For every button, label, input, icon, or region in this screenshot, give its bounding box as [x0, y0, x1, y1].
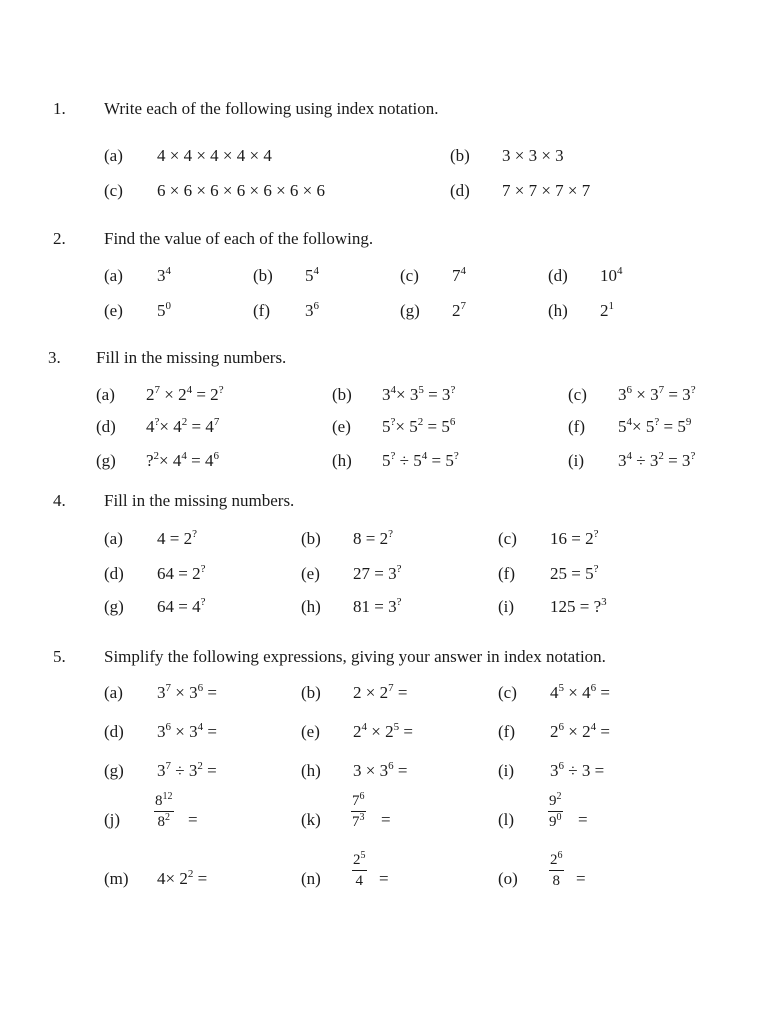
q3-item-b-expr	[382, 386, 455, 403]
term: =	[202, 761, 217, 780]
q5-item-b-label: (b)	[301, 683, 321, 702]
q4-item-i-label: (i)	[498, 597, 515, 616]
q2-item-c-expr	[452, 267, 466, 284]
exponent: 7	[213, 416, 220, 428]
q2-item-h-expr	[600, 302, 614, 319]
denominator	[351, 812, 366, 830]
q1-item-b-label: (b)	[450, 146, 470, 165]
denominator	[548, 812, 563, 830]
term: = 4	[186, 451, 214, 470]
base: 2	[353, 852, 361, 868]
exponent: 6	[626, 384, 632, 396]
exponent: ?	[450, 384, 456, 396]
term: = 3	[664, 385, 691, 404]
exponent: 4	[626, 450, 632, 462]
q4-item-a-label: (a)	[104, 529, 123, 548]
q5-item-e-expr	[353, 723, 413, 740]
exponent: 6	[558, 760, 564, 772]
exponent: 6	[557, 850, 563, 861]
term: × 3	[632, 385, 659, 404]
term: = 4	[187, 417, 214, 436]
q5-item-k-label: (k)	[301, 810, 321, 829]
q5-item-a-label: (a)	[104, 683, 123, 702]
term: 3	[618, 451, 627, 470]
exponent: ?	[388, 528, 393, 540]
base: 9	[549, 793, 557, 809]
exponent: 6	[558, 721, 564, 733]
exponent: ?	[654, 416, 660, 428]
term: 3 × 3	[353, 761, 389, 780]
q2-item-d-label: (d)	[548, 266, 568, 285]
exponent: ?	[390, 416, 396, 428]
q1-item-a-expr: 4 × 4 × 4 × 4 × 4	[157, 146, 272, 165]
exponent: ?	[200, 563, 206, 575]
exponent: 7	[154, 384, 160, 396]
q3-item-c-label: (c)	[568, 385, 587, 404]
exponent: ?	[396, 596, 402, 608]
base: 7	[352, 793, 360, 809]
q4-item-h-expr	[353, 598, 401, 615]
term: =	[393, 761, 408, 780]
exponent: ?	[690, 450, 696, 462]
q2-item-f-expr	[305, 302, 319, 319]
q3-item-a-label: (a)	[96, 385, 115, 404]
q5-item-f-label: (f)	[498, 722, 515, 741]
base: 9	[549, 814, 557, 830]
q4-item-g-label: (g)	[104, 597, 124, 616]
base: 8	[155, 793, 163, 809]
exponent: ?	[390, 450, 396, 462]
term: × 3	[171, 722, 198, 741]
q2-item-f-label: (f)	[253, 301, 270, 320]
term: 5	[382, 417, 391, 436]
exponent: 5	[393, 721, 400, 733]
exponent: 4	[186, 384, 193, 396]
q5-item-o-fraction	[549, 850, 564, 889]
exponent: 4	[165, 265, 171, 277]
exponent: ?	[396, 563, 402, 575]
term: 3	[618, 385, 627, 404]
q3-item-g-label: (g)	[96, 451, 116, 470]
q4-item-a-expr	[157, 530, 197, 547]
q5-item-g-label: (g)	[104, 761, 124, 780]
question-4-instruction: Fill in the missing numbers.	[104, 491, 295, 510]
term: ?	[146, 451, 154, 470]
term: =	[399, 722, 413, 741]
exponent: 4	[617, 265, 623, 277]
exponent: 0	[165, 300, 171, 312]
exponent: 6	[313, 300, 319, 312]
term: =	[203, 722, 217, 741]
denominator	[549, 871, 564, 889]
q5-item-j-equals: =	[188, 810, 198, 829]
q4-item-e-label: (e)	[301, 564, 320, 583]
exponent: 4	[460, 265, 466, 277]
exponent: 7	[388, 682, 394, 694]
q5-item-h-label: (h)	[301, 761, 321, 780]
q4-item-c-label: (c)	[498, 529, 517, 548]
q4-item-f-expr	[550, 565, 598, 582]
term: 4	[146, 417, 155, 436]
q5-item-j-fraction	[154, 791, 174, 830]
numerator	[154, 791, 174, 812]
term: =	[393, 683, 408, 702]
exponent: 7	[658, 384, 665, 396]
q5-item-k-equals: =	[381, 810, 391, 829]
q4-item-e-expr	[353, 565, 401, 582]
exponent: 3	[601, 596, 607, 608]
q3-item-c-expr	[618, 386, 696, 403]
term: 16 = 2	[550, 529, 594, 548]
q5-item-h-expr	[353, 762, 407, 779]
exponent: 4	[421, 450, 428, 462]
exponent: ?	[200, 596, 206, 608]
exponent: 1	[608, 300, 614, 312]
term: = 2	[192, 385, 219, 404]
q2-item-b-label: (b)	[253, 266, 273, 285]
term: 64 = 4	[157, 597, 201, 616]
q3-item-e-expr	[382, 418, 455, 435]
base: 3	[157, 266, 166, 285]
q4-item-b-expr	[353, 530, 393, 547]
q5-item-f-expr	[550, 723, 610, 740]
q1-item-d-label: (d)	[450, 181, 470, 200]
question-3-number: 3.	[48, 348, 61, 367]
q5-item-d-label: (d)	[104, 722, 124, 741]
exponent: 4	[197, 721, 204, 733]
exponent: 2	[417, 416, 424, 428]
exponent: 4	[590, 721, 597, 733]
exponent: 4	[626, 416, 632, 428]
exponent: ?	[154, 416, 160, 428]
q3-item-f-expr	[618, 418, 691, 435]
exponent: ?	[593, 563, 599, 575]
q5-item-i-expr	[550, 762, 604, 779]
term: × 3	[396, 385, 419, 404]
term: × 5	[632, 417, 655, 436]
exponent: 4	[313, 265, 319, 277]
numerator	[548, 791, 563, 812]
q2-item-e-label: (e)	[104, 301, 123, 320]
base: 2	[600, 301, 609, 320]
exponent: ?	[192, 528, 197, 540]
q3-item-h-label: (h)	[332, 451, 352, 470]
exponent: 2	[153, 450, 160, 462]
q1-item-b-expr: 3 × 3 × 3	[502, 146, 564, 165]
term: 3	[550, 761, 559, 780]
term: × 4	[159, 451, 182, 470]
term: 3	[157, 761, 166, 780]
exponent: 2	[187, 868, 194, 880]
q4-item-f-label: (f)	[498, 564, 515, 583]
term: 5	[618, 417, 627, 436]
q1-item-c-label: (c)	[104, 181, 123, 200]
exponent: 7	[165, 760, 171, 772]
exponent: ?	[218, 384, 224, 396]
q2-item-b-expr	[305, 267, 319, 284]
q2-item-a-label: (a)	[104, 266, 123, 285]
exponent: 5	[360, 850, 366, 861]
term: × 2	[160, 385, 187, 404]
term: 2	[146, 385, 155, 404]
q4-item-g-expr	[157, 598, 205, 615]
denominator	[352, 871, 367, 889]
q4-item-i-expr	[550, 598, 607, 615]
term: × 4	[564, 683, 591, 702]
q5-item-o-equals: =	[576, 869, 586, 888]
term: 125 = ?	[550, 597, 602, 616]
base: 8	[157, 814, 165, 830]
term: ÷ 3	[171, 761, 198, 780]
q5-item-d-expr	[157, 723, 217, 740]
q5-item-c-label: (c)	[498, 683, 517, 702]
q3-item-h-expr	[382, 452, 459, 469]
exponent: 6	[197, 682, 204, 694]
term: 8 = 2	[353, 529, 389, 548]
term: 2 × 2	[353, 683, 389, 702]
base: 2	[452, 301, 461, 320]
term: 64 = 2	[157, 564, 201, 583]
q5-item-g-expr	[157, 762, 217, 779]
question-1-instruction: Write each of the following using index notation.	[104, 99, 439, 118]
numerator	[351, 791, 366, 812]
term: =	[596, 722, 610, 741]
term: 3	[157, 683, 166, 702]
q5-item-l-fraction	[548, 791, 563, 830]
q5-item-n-label: (n)	[301, 869, 321, 888]
exponent: 4	[390, 384, 396, 396]
term: = 5	[427, 451, 454, 470]
term: 4× 2	[157, 869, 188, 888]
term: ÷ 3	[632, 451, 659, 470]
q5-item-l-label: (l)	[498, 810, 515, 829]
base: 7	[452, 266, 461, 285]
term: 27 = 3	[353, 564, 397, 583]
q2-item-d-expr	[600, 267, 623, 284]
q3-item-i-label: (i)	[568, 451, 585, 470]
question-2-instruction: Find the value of each of the following.	[104, 229, 374, 248]
q4-item-b-label: (b)	[301, 529, 321, 548]
exponent: 4	[361, 721, 367, 733]
q4-item-h-label: (h)	[301, 597, 321, 616]
q5-item-n-fraction	[352, 850, 367, 889]
q1-item-d-expr: 7 × 7 × 7 × 7	[502, 181, 591, 200]
q4-item-d-expr	[157, 565, 205, 582]
exponent: 12	[162, 791, 173, 802]
exponent: ?	[453, 450, 459, 462]
exponent: 6	[165, 721, 171, 733]
exponent: 6	[590, 682, 597, 694]
q3-item-d-expr	[146, 418, 219, 435]
term: 3	[157, 722, 166, 741]
exponent: 6	[388, 760, 394, 772]
q2-item-g-label: (g)	[400, 301, 420, 320]
q1-item-c-expr: 6 × 6 × 6 × 6 × 6 × 6 × 6	[157, 181, 326, 200]
exponent: 3	[359, 812, 365, 823]
q4-item-d-label: (d)	[104, 564, 124, 583]
term: 2	[550, 722, 559, 741]
q5-item-m-expr	[157, 870, 207, 887]
term: = 5	[423, 417, 450, 436]
term: 3	[382, 385, 391, 404]
exponent: 0	[556, 812, 562, 823]
base: 4	[355, 873, 363, 889]
question-2-number: 2.	[53, 229, 66, 248]
term: × 5	[395, 417, 418, 436]
base: 10	[600, 266, 617, 285]
q5-item-l-equals: =	[578, 810, 588, 829]
term: ÷ 3 =	[564, 761, 605, 780]
q2-item-a-expr	[157, 267, 171, 284]
q5-item-n-equals: =	[379, 869, 389, 888]
q5-item-k-fraction	[351, 791, 366, 830]
q5-item-c-expr	[550, 684, 610, 701]
term: = 3	[423, 385, 451, 404]
exponent: 2	[556, 791, 562, 802]
q5-item-j-label: (j)	[104, 810, 121, 829]
base: 7	[352, 814, 360, 830]
term: × 2	[564, 722, 591, 741]
question-1-number: 1.	[53, 99, 66, 118]
question-5-instruction: Simplify the following expressions, giving your answer in index notation.	[104, 647, 606, 666]
base: 8	[552, 873, 560, 889]
q5-item-e-label: (e)	[301, 722, 320, 741]
exponent: 6	[359, 791, 365, 802]
exponent: 7	[460, 300, 466, 312]
term: 2	[353, 722, 362, 741]
exponent: 9	[685, 416, 692, 428]
term: = 3	[663, 451, 691, 470]
q5-item-o-label: (o)	[498, 869, 518, 888]
question-5-number: 5.	[53, 647, 66, 666]
q5-item-i-label: (i)	[498, 761, 515, 780]
term: × 3	[171, 683, 198, 702]
q2-item-e-expr	[157, 302, 171, 319]
q3-item-b-label: (b)	[332, 385, 352, 404]
term: =	[193, 869, 208, 888]
q5-item-m-label: (m)	[104, 869, 129, 888]
exponent: 6	[213, 450, 219, 462]
term: 4	[550, 683, 559, 702]
term: ÷ 5	[395, 451, 422, 470]
exponent: 5	[558, 682, 564, 694]
q3-item-i-expr	[618, 452, 695, 469]
exponent: 5	[418, 384, 424, 396]
term: =	[596, 683, 610, 702]
q3-item-f-label: (f)	[568, 417, 585, 436]
denominator	[154, 812, 174, 830]
q3-item-a-expr	[146, 386, 224, 403]
q3-item-g-expr	[146, 452, 219, 469]
q2-item-h-label: (h)	[548, 301, 568, 320]
q1-item-a-label: (a)	[104, 146, 123, 165]
term: 5	[382, 451, 391, 470]
numerator	[352, 850, 367, 871]
q5-item-b-expr	[353, 684, 407, 701]
exponent: 6	[449, 416, 456, 428]
base: 2	[550, 852, 558, 868]
q2-item-c-label: (c)	[400, 266, 419, 285]
term: 25 = 5	[550, 564, 594, 583]
q2-item-g-expr	[452, 302, 466, 319]
exponent: 2	[658, 450, 664, 462]
exponent: ?	[690, 384, 696, 396]
exponent: ?	[593, 528, 599, 540]
base: 5	[305, 266, 314, 285]
term: × 4	[159, 417, 182, 436]
exponent: 2	[181, 416, 188, 428]
q5-item-a-expr	[157, 684, 217, 701]
q3-item-d-label: (d)	[96, 417, 116, 436]
q4-item-c-expr	[550, 530, 598, 547]
exponent: 2	[197, 760, 203, 772]
q3-item-e-label: (e)	[332, 417, 351, 436]
term: = 5	[659, 417, 686, 436]
question-4-number: 4.	[53, 491, 66, 510]
base: 3	[305, 301, 314, 320]
term: 4 = 2	[157, 529, 193, 548]
exponent: 2	[165, 812, 170, 823]
exponent: 4	[181, 450, 187, 462]
term: 81 = 3	[353, 597, 397, 616]
term: =	[203, 683, 217, 702]
term: × 2	[367, 722, 394, 741]
base: 5	[157, 301, 166, 320]
question-3-instruction: Fill in the missing numbers.	[96, 348, 287, 367]
numerator	[549, 850, 564, 871]
exponent: 7	[165, 682, 171, 694]
